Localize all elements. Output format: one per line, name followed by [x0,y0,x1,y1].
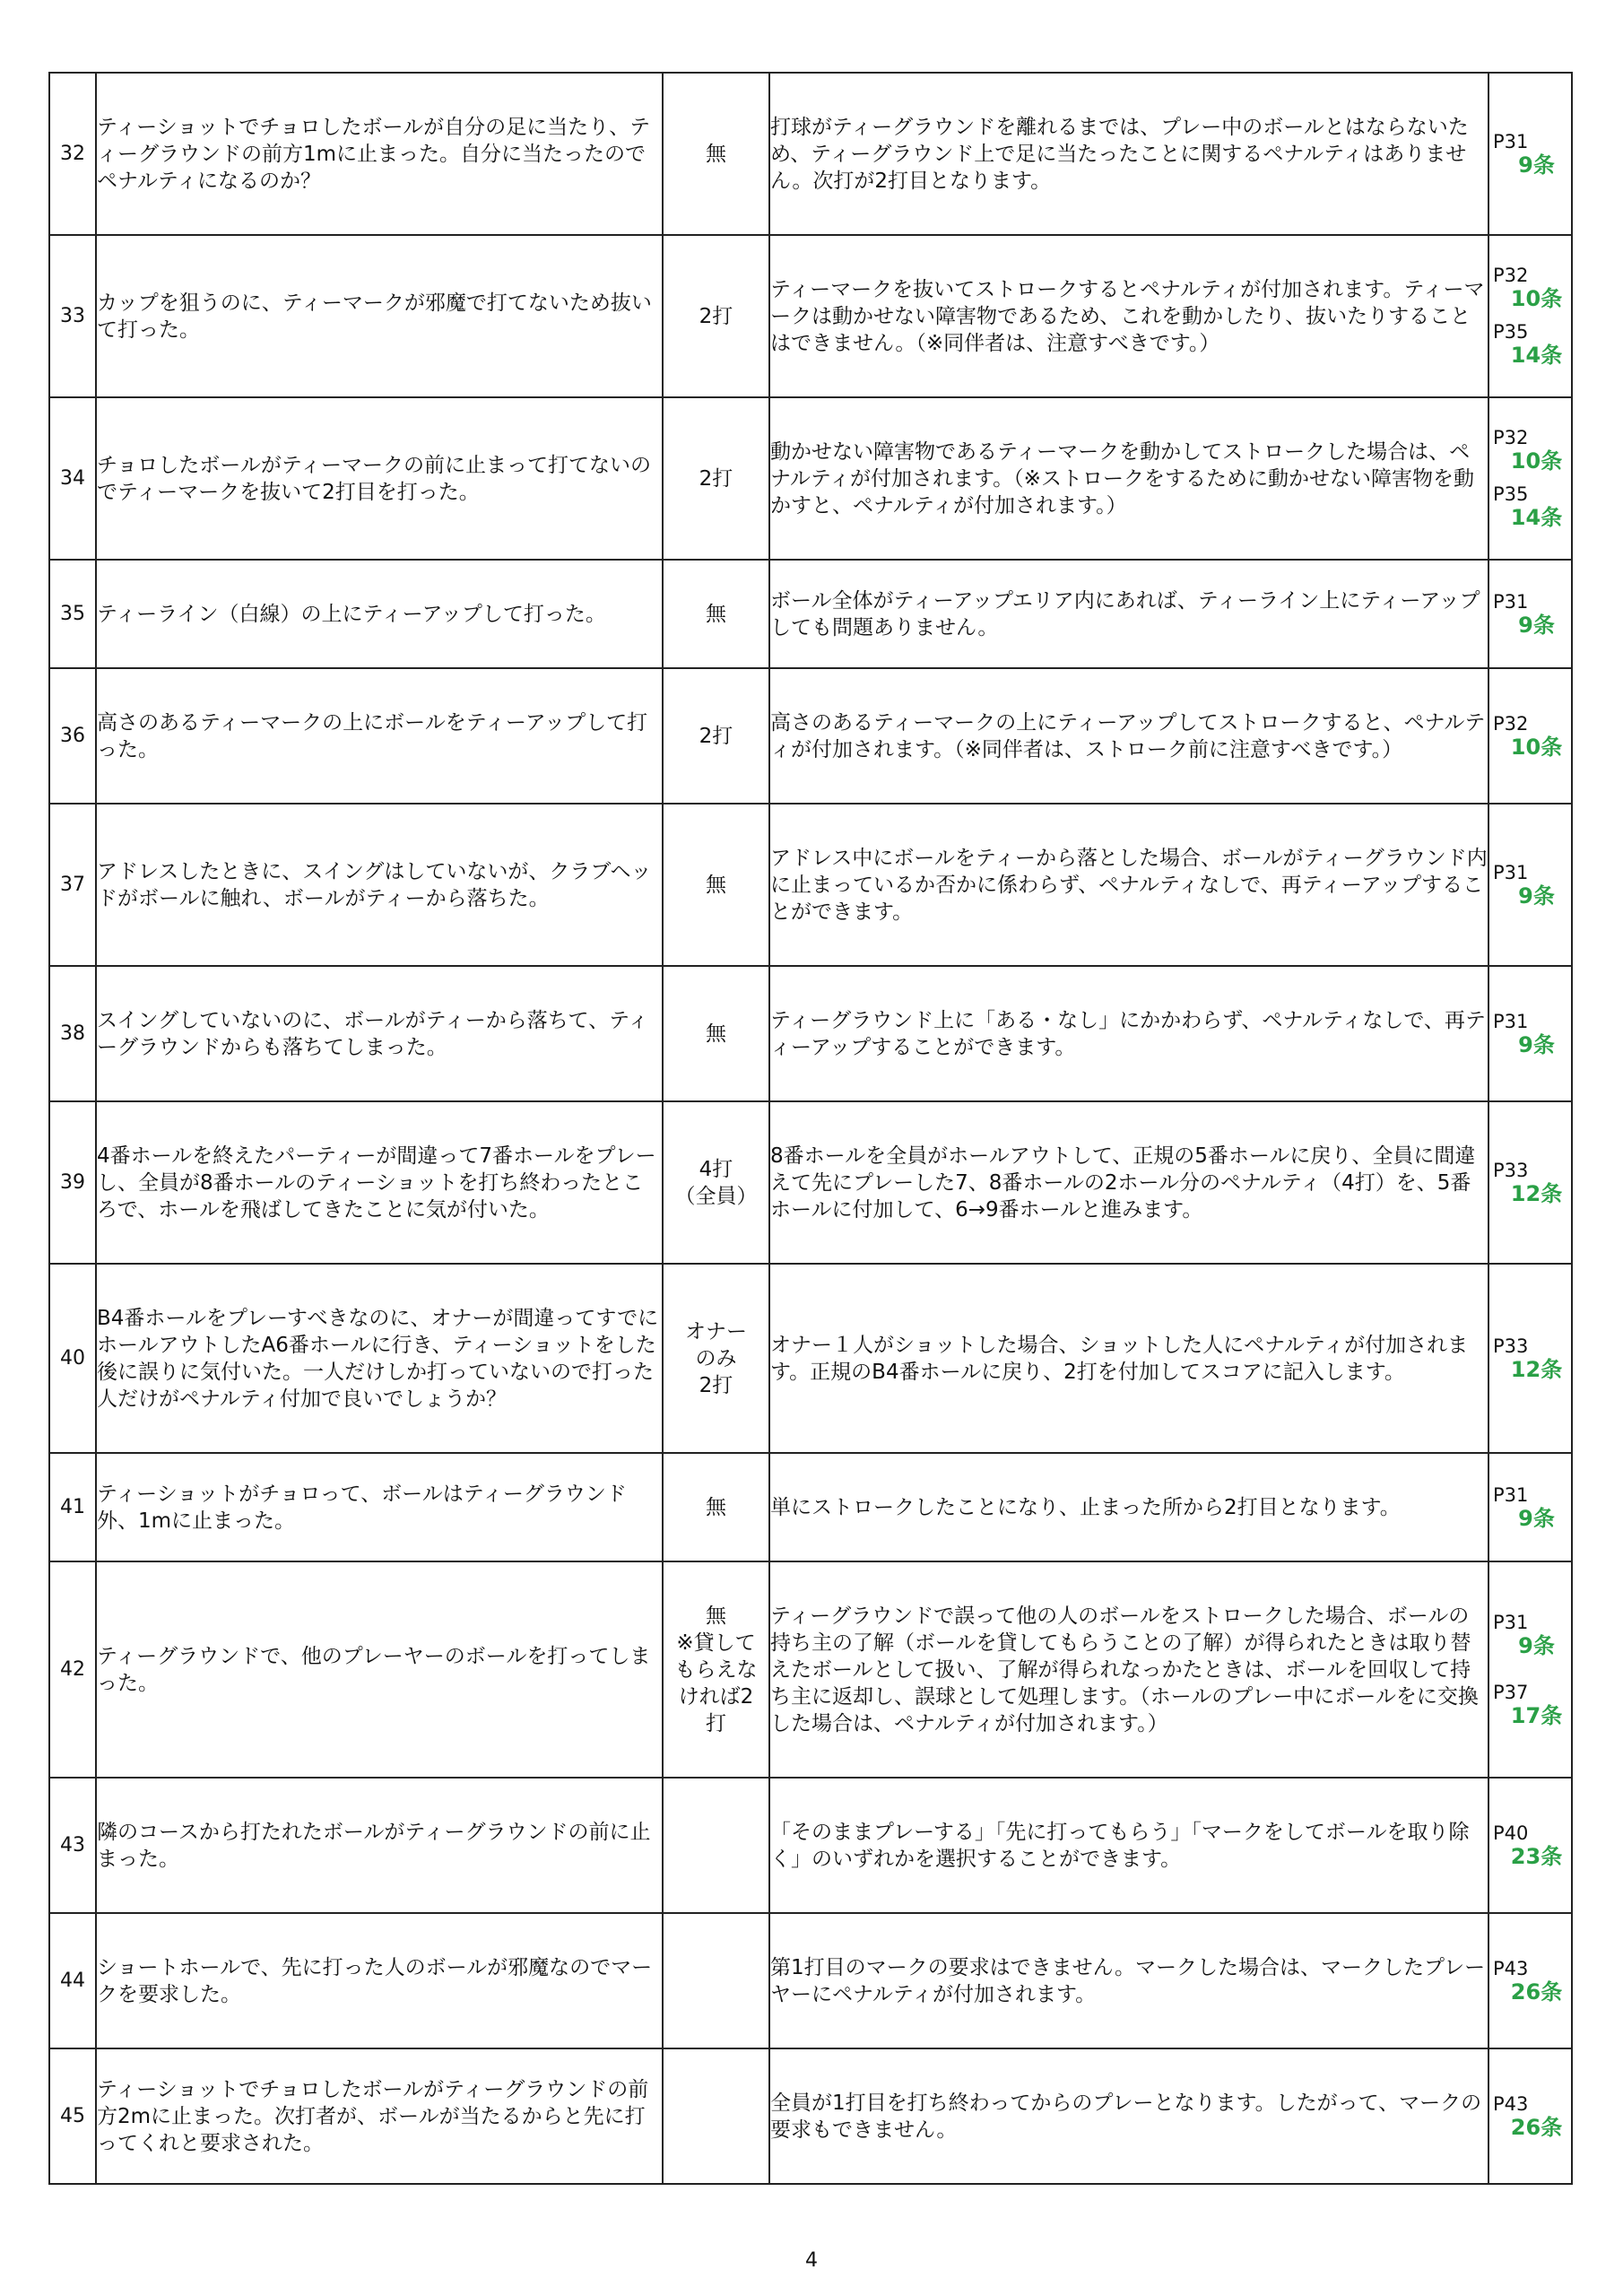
reference-article: 14条 [1510,505,1563,530]
question-cell: ティーショットがチョロって、ボールはティーグラウンド外、1mに止まった。 [96,1453,663,1561]
table-row [49,804,1572,966]
question-cell: B4番ホールをプレーすべきなのに、オナーが間違ってすでにホールアウトしたA6番ホールに行き、ティーショットをした後に誤りに気付いた。一人だけしか打っていないので打った人だけがペナルティ付加で良いでしょうか？ [96,1264,663,1453]
row-number: 45 [49,2048,96,2184]
reference-article: 9条 [1518,1031,1555,1057]
reference-cell [1488,668,1572,804]
question-cell: ティーショットでチョロしたボールがティーグラウンドの前方2mに止まった。次打者が、ボールが当たるからと先に打ってくれと要求された。 [96,2048,663,2184]
reference-article: 10条 [1510,286,1563,311]
reference-page: P33 [1493,1335,1529,1357]
penalty-cell: 無 [663,966,769,1101]
question-cell: スイングしていないのに、ボールがティーから落ちて、ティーグラウンドからも落ちてしまった。 [96,966,663,1101]
table-row [49,235,1572,397]
row-number: 32 [49,73,96,235]
reference-page: P33 [1493,1159,1529,1181]
reference-article: 23条 [1510,1843,1563,1869]
reference-page: P31 [1493,1010,1529,1032]
penalty-cell: オナー のみ 2打 [663,1264,769,1453]
rules-table-body [49,73,1572,2184]
reference-article: 9条 [1518,883,1555,909]
table-row [49,966,1572,1101]
question-cell: 高さのあるティーマークの上にボールをティーアップして打った。 [96,668,663,804]
answer-cell: 全員が1打目を打ち終わってからのプレーとなります。したがって、マークの要求もできません。 [769,2048,1488,2184]
penalty-cell: 無 [663,560,769,668]
penalty-cell [663,2048,769,2184]
reference-article: 9条 [1518,1632,1555,1658]
reference-article: 9条 [1518,1505,1555,1531]
row-number: 34 [49,397,96,560]
question-cell: カップを狙うのに、ティーマークが邪魔で打てないため抜いて打った。 [96,235,663,397]
reference-page: P35 [1493,483,1529,505]
reference-cell [1488,804,1572,966]
penalty-cell: 無 [663,73,769,235]
reference-page: P32 [1493,427,1529,448]
answer-cell: 第1打目のマークの要求はできません。マークした場合は、マークしたプレーヤーにペナルティが付加されます。 [769,1913,1488,2048]
question-cell: チョロしたボールがティーマークの前に止まって打てないのでティーマークを抜いて2打目を打った。 [96,397,663,560]
answer-cell: ボール全体がティーアップエリア内にあれば、ティーライン上にティーアップしても問題ありません。 [769,560,1488,668]
reference-article: 12条 [1510,1180,1563,1206]
table-row [49,1913,1572,2048]
reference-page: P43 [1493,2092,1529,2115]
reference-page: P37 [1493,1681,1529,1703]
row-number: 42 [49,1561,96,1778]
page-number: 4 [805,2249,818,2272]
reference-cell [1488,2048,1572,2184]
question-cell: ティーショットでチョロしたボールが自分の足に当たり、ティーグラウンドの前方1mに止まった。自分に当たったのでペナルティになるのか？ [96,73,663,235]
table-row [49,1264,1572,1453]
row-number: 39 [49,1101,96,1264]
table-row [49,1561,1572,1778]
table-row [49,1101,1572,1264]
reference-article: 12条 [1510,1356,1563,1382]
answer-cell: 打球がティーグラウンドを離れるまでは、プレー中のボールとはならないため、ティーグラウンド上で足に当たったことに関するペナルティはありません。次打が2打目となります。 [769,73,1488,235]
penalty-cell: 2打 [663,235,769,397]
row-number: 35 [49,560,96,668]
question-cell: ショートホールで、先に打った人のボールが邪魔なのでマークを要求した。 [96,1913,663,2048]
reference-article: 10条 [1510,448,1563,474]
reference-page: P40 [1493,1822,1529,1844]
reference-article: 10条 [1510,734,1563,760]
answer-cell: 「そのままプレーする」「先に打ってもらう」「マークをしてボールを取り除く」のいずれかを選択することができます。 [769,1778,1488,1913]
question-cell: アドレスしたときに、スイングはしていないが、クラブヘッドがボールに触れ、ボールがティーから落ちた。 [96,804,663,966]
reference-cell [1488,235,1572,397]
reference-article: 14条 [1510,343,1563,368]
reference-cell [1488,397,1572,560]
question-cell: 4番ホールを終えたパーティーが間違って7番ホールをプレーし、全員が8番ホールのティーショットを打ち終わったところで、ホールを飛ばしてきたことに気が付いた。 [96,1101,663,1264]
table-row [49,1453,1572,1561]
answer-cell: 高さのあるティーマークの上にティーアップしてストロークすると、ペナルティが付加されます。（※同伴者は、ストローク前に注意すべきです。） [769,668,1488,804]
reference-cell [1488,1101,1572,1264]
penalty-cell [663,1778,769,1913]
row-number: 36 [49,668,96,804]
answer-cell: 単にストロークしたことになり、止まった所から2打目となります。 [769,1453,1488,1561]
table-row [49,73,1572,235]
answer-cell: アドレス中にボールをティーから落とした場合、ボールがティーグラウンド内に止まっているか否かに係わらず、ペナルティなしで、再ティーアップすることができます。 [769,804,1488,966]
question-cell: ティーグラウンドで、他のプレーヤーのボールを打ってしまった。 [96,1561,663,1778]
reference-cell [1488,560,1572,668]
reference-page: P31 [1493,1611,1529,1633]
question-cell: 隣のコースから打たれたボールがティーグラウンドの前に止まった。 [96,1778,663,1913]
reference-cell [1488,1778,1572,1913]
row-number: 33 [49,235,96,397]
answer-cell: オナー１人がショットした場合、ショットした人にペナルティが付加されます。正規のB4番ホールに戻り、2打を付加してスコアに記入します。 [769,1264,1488,1453]
answer-cell: ティーマークを抜いてストロークするとペナルティが付加されます。ティーマークは動かせない障害物であるため、これを動かしたり、抜いたりすることはできません。（※同伴者は、注意すべきです。） [769,235,1488,397]
reference-cell [1488,1913,1572,2048]
table-row [49,1778,1572,1913]
row-number: 41 [49,1453,96,1561]
penalty-cell: 4打 （全員） [663,1101,769,1264]
reference-cell [1488,73,1572,235]
reference-article: 9条 [1518,612,1555,638]
answer-cell: ティーグラウンドで誤って他の人のボールをストロークした場合、ボールの持ち主の了解（ボールを貸してもらうことの了解）が得られたときは取り替えたボールとして扱い、了解が得られなっかたときは、ボールを回収して持ち主に返却し、誤球として処理します。（ホールのプレー中にボールをに交換した場合は、ペナルティが付加されます。） [769,1561,1488,1778]
table-row [49,560,1572,668]
reference-cell [1488,1453,1572,1561]
reference-page: P32 [1493,712,1529,735]
reference-cell [1488,1264,1572,1453]
reference-page: P31 [1493,1483,1529,1506]
reference-article: 17条 [1510,1702,1563,1728]
question-cell: ティーライン（白線）の上にティーアップして打った。 [96,560,663,668]
answer-cell: 8番ホールを全員がホールアウトして、正規の5番ホールに戻り、全員に間違えて先にプレーした7、8番ホールの2ホール分のペナルティ（4打）を、5番ホールに付加して、6→9番ホールと進みます。 [769,1101,1488,1264]
penalty-cell: 2打 [663,397,769,560]
reference-page: P32 [1493,265,1529,286]
row-number: 43 [49,1778,96,1913]
table-row [49,397,1572,560]
reference-cell [1488,966,1572,1101]
table-row [49,668,1572,804]
answer-cell: 動かせない障害物であるティーマークを動かしてストロークした場合は、ペナルティが付加されます。（※ストロークをするために動かせない障害物を動かすと、ペナルティが付加されます。） [769,397,1488,560]
reference-article: 26条 [1510,2114,1563,2140]
penalty-cell: 無 [663,804,769,966]
reference-page: P31 [1493,130,1529,152]
reference-page: P43 [1493,1957,1529,1979]
row-number: 38 [49,966,96,1101]
penalty-cell: 無 [663,1453,769,1561]
reference-page: P35 [1493,321,1529,343]
penalty-cell: 2打 [663,668,769,804]
row-number: 44 [49,1913,96,2048]
penalty-cell: 無 ※貸して もらえな ければ2 打 [663,1561,769,1778]
reference-article: 9条 [1518,152,1555,178]
reference-cell [1488,1561,1572,1778]
reference-article: 26条 [1510,1979,1563,2005]
row-number: 37 [49,804,96,966]
row-number: 40 [49,1264,96,1453]
answer-cell: ティーグラウンド上に「ある・なし」にかかわらず、ペナルティなしで、再ティーアップすることができます。 [769,966,1488,1101]
reference-page: P31 [1493,861,1529,883]
penalty-cell [663,1913,769,2048]
reference-page: P31 [1493,590,1529,613]
rules-table [48,72,1573,2185]
table-row [49,2048,1572,2184]
